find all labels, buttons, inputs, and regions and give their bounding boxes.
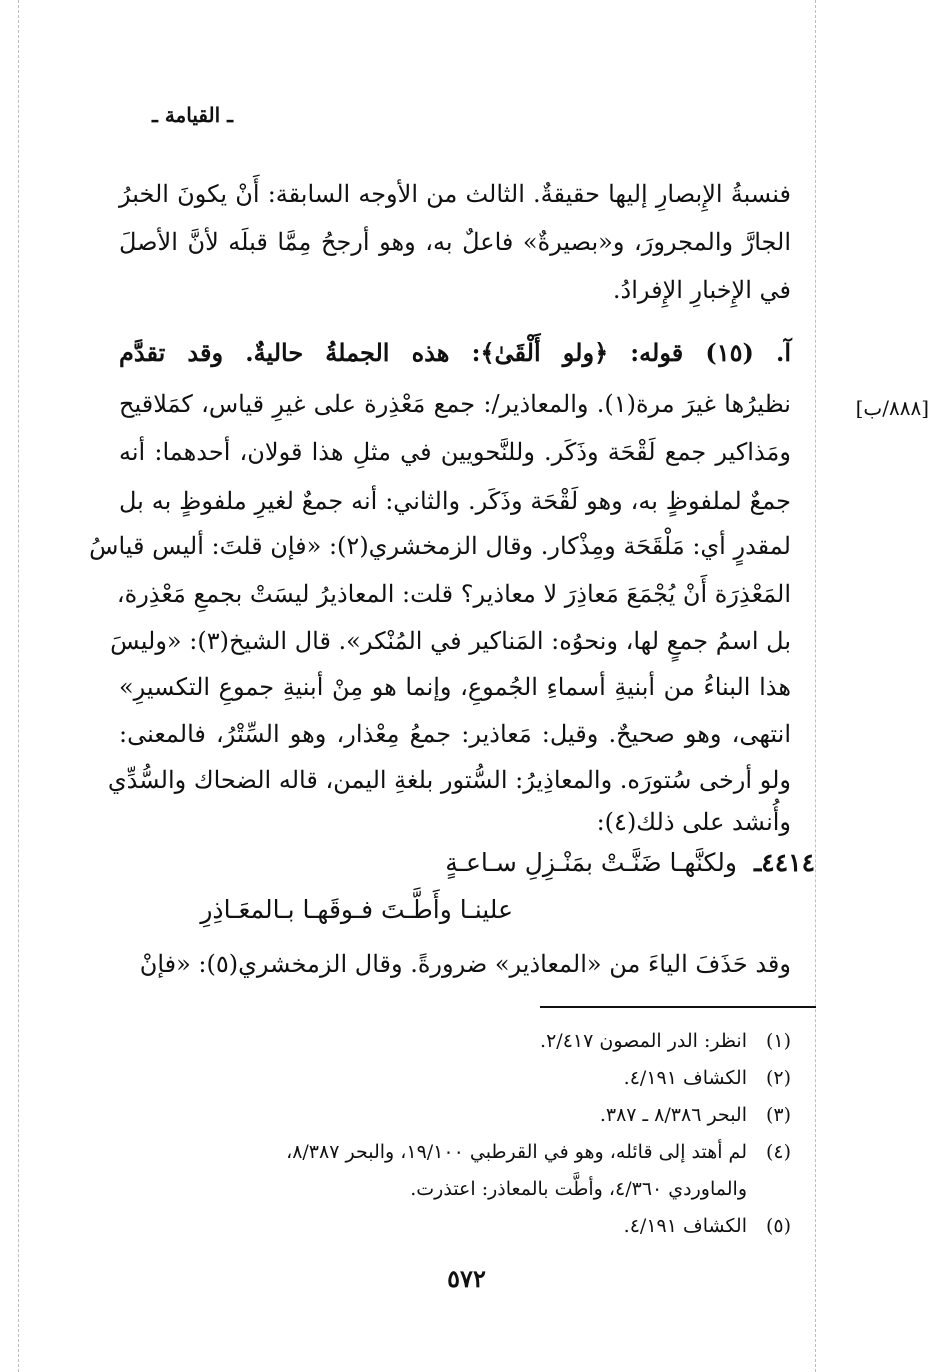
body-line: المَعْذِرَة أَنْ يُجْمَعَ مَعاذِرَ لا معاذير؟ قلت: المعاذيرُ ليسَتْ بجمعِ مَعْذِرة، [116,580,791,608]
footnote [111,1215,791,1237]
body-line: الجارَّ والمجرورَ، و«بصيرةٌ» فاعلٌ به، وهو أرجحُ مِمَّا قبلَه لأنَّ الأصلَ [119,228,791,256]
footnote-text: البحر ٨/٣٨٦ ـ ٣٨٧. [599,1104,747,1126]
body-line: بل اسمُ جمعٍ لها، ونحوُه: المَناكير في المُنْكر». قال الشيخ(٣): «وليسَ [110,627,791,655]
footnote-text: لم أهتد إلى قائله، وهو في القرطبي ١٩/١٠٠، والبحر ٨/٣٨٧، [286,1141,747,1163]
poem-hemistich-1: ولكنَّهـا ضَنَّـتْ بمَنْـزِلِ سـاعـةٍ [445,848,737,877]
poem-number: ٤٤١٤ـ [753,848,815,877]
footnote-number: (٥) [765,1215,791,1237]
footnote-number: (٣) [765,1104,791,1126]
body-line: وأُنشد على ذلك(٤): [596,808,791,836]
footnote-continuation: والماوردي ٤/٣٦٠، وأطَّت بالمعاذر: اعتذرت. [410,1178,747,1200]
footnote [111,1141,791,1163]
body-line: وقد حَذَفَ الياءَ من «المعاذير» ضرورةً. وقال الزمخشري(٥): «فإنْ [139,950,791,978]
poem-hemistich-2: علينـا وأَطَّـتَ فـوقَهـا بـالمعَـاذِرِ [200,895,513,924]
footnote-text: الكشاف ٤/١٩١. [623,1215,747,1237]
footnote [111,1030,791,1052]
footnote-separator [540,1006,816,1008]
footnote [111,1104,791,1126]
verse-heading-line: آ. (١٥) قوله: ﴿ولو أَلْقَىٰ﴾: هذه الجملةُ حاليةٌ. وقد تقدَّم [119,338,792,367]
body-line: ومَذاكير جمع لَقْحَة وذَكَر. وللنَّحويين في مثلِ هذا قولان، أحدهما: أنه [119,438,791,466]
body-line: ولو أرخى سُتورَه. والمعاذِيرُ: السُّتور بلغةِ اليمن، قاله الضحاك والسُّدِّي [107,766,791,794]
margin-folio-note: [٨٨٨/ب] [855,396,929,420]
footnote-number: (٤) [765,1141,791,1163]
footnote-text: الكشاف ٤/١٩١. [623,1067,747,1089]
footnote-number: (٢) [765,1067,791,1089]
body-line: لمقدرٍ أي: مَلْقَحَة ومِذْكار. وقال الزمخشري(٢): «فإن قلتَ: أليس قياسُ [89,532,791,560]
running-header: ـ القيامة ـ [152,103,233,127]
body-line: فنسبةُ الإِبصارِ إليها حقيقةٌ. الثالث من الأوجه السابقة: أَنْ يكونَ الخبرُ [119,180,791,208]
body-line: جمعٌ لملفوظٍ به، وهو لَقْحَة وذَكَر. والثاني: أنه جمعٌ لغيرِ ملفوظٍ به بل [119,487,791,515]
page-number: ٥٧٢ [447,1264,486,1293]
body-line: هذا البناءُ من أبنيةِ أسماءِ الجُموعِ، وإنما هو مِنْ أبنيةِ جموعِ التكسيرِ» [119,673,791,701]
body-line: في الإِخبارِ الإِفرادُ. [612,276,791,304]
footnote-number: (١) [765,1030,791,1052]
footnote-text: انظر: الدر المصون ٢/٤١٧. [540,1030,747,1052]
footnote [111,1067,791,1089]
body-line: انتهى، وهو صحيحٌ. وقيل: مَعاذير: جمعُ مِعْذار، وهو السِّتْرُ، فالمعنى: [119,720,791,748]
body-line: نظيرُها غيرَ مرة(١). والمعاذير/: جمع مَعْذِرة على غيرِ قياس، كمَلاقيح [119,390,791,418]
